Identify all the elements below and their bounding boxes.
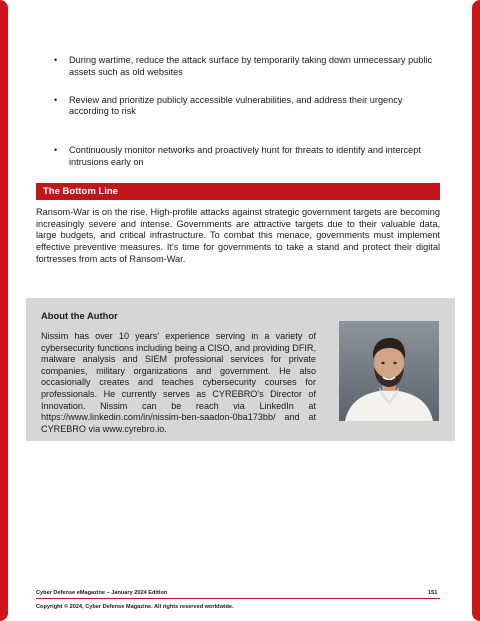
author-bio: Nissim has over 10 years' experience serving in a variety of cybersecurity functions including being a CISO, and providing DFIR, malware analysis and SIEM professional services for private companies, military organizations and government. He also occasionally creates and teaches cybersecurity courses for professionals. He currently serves as CYREBRO's Director of Innovation. Nissim can be reach via LinkedIn at https://www.linkedin.com/in/nissim-ben-saadon-0ba173bb/ and at CYREBRO via www.cyrebro.io. [41,331,316,434]
right-red-edge [472,0,480,621]
author-portrait-icon [339,321,439,421]
about-author-heading: About the Author [41,310,118,321]
footer-copyright: Copyright © 2024, Cyber Defense Magazine. All rights reserved worldwide. [36,604,234,610]
list-item [41,55,439,79]
list-item-text: During wartime, reduce the attack surface by temporarily taking down unnecessary public assets such as old websites [69,55,433,77]
bullet-icon: • [54,145,58,156]
list-item [41,145,439,169]
list-item-text: Review and prioritize publicly accessible vulnerabilities, and address their urgency according to risk [69,94,403,117]
list-item-text: Continuously monitor networks and proactively hunt for threats to identify and intercept intrusions early on [69,145,421,167]
section-heading-bottom-line: The Bottom Line [36,183,440,200]
recommendation-list [41,55,439,169]
bottom-line-paragraph: Ransom-War is on the rise. High-profile attacks against strategic government targets are becoming increasingly severe and intense. Governments are attractive targets due to their valuable data, large budgets, and critical infrastructure. To combat this menace, governments must implement effective preventive measures. It's time for governments to take a stand and protect their digital fortresses from acts of Ransom-War. [36,207,440,264]
about-author-box [26,298,455,441]
bullet-icon: • [54,94,58,105]
page-number: 151 [428,590,438,596]
left-red-edge [0,0,8,621]
footer-divider [36,598,440,599]
list-item [41,95,439,119]
footer-edition: Cyber Defense eMagazine – January 2024 Edition [36,590,168,596]
author-photo [339,321,439,421]
bullet-icon: • [54,55,58,65]
